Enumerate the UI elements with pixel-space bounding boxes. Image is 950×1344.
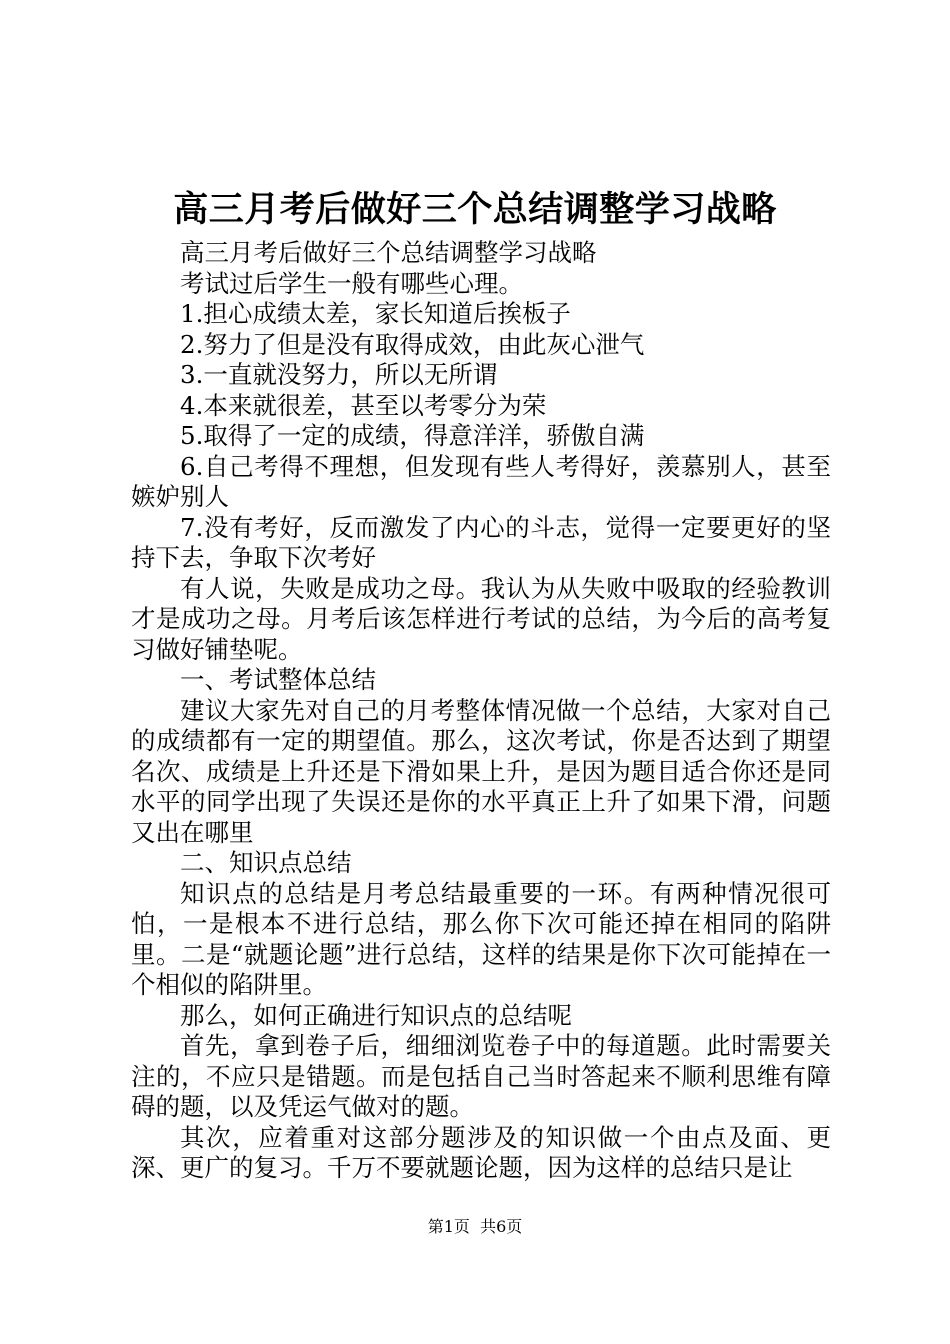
section-heading: 一、考试整体总结 — [180, 665, 376, 694]
list-item: 2.努力了但是没有取得成效，由此灰心泄气 — [180, 329, 645, 359]
list-item: 1.担心成绩太差，家长知道后挨板子 — [180, 299, 571, 328]
list-item: 3.一直就没努力，所以无所谓 — [180, 360, 498, 389]
list-item: 5.取得了一定的成绩，得意洋洋，骄傲自满 — [180, 421, 645, 450]
paragraph: 知识点的总结是月考总结最重要的一环。有两种情况很可怕，一是根本不进行总结，那么你下次可能还掉在相同的陷阱里。二是“就题论题”进行总结，这样的结果是你下次可能掉在一个相似的陷阱里。 — [131, 878, 831, 999]
paragraph: 那么，如何正确进行知识点的总结呢 — [180, 1000, 572, 1030]
paragraph: 首先，拿到卷子后，细细浏览卷子中的每道题。此时需要关注的，不应只是错题。而是包括自己当时答起来不顺利思维有障碍的题，以及凭运气做对的题。 — [131, 1031, 831, 1121]
paragraph: 其次，应着重对这部分题涉及的知识做一个由点及面、更深、更广的复习。千万不要就题论题，因为这样的总结只是让 — [131, 1122, 831, 1182]
list-item: 7.没有考好，反而激发了内心的斗志，觉得一定要更好的坚持下去，争取下次考好 — [131, 512, 831, 572]
list-item: 4.本来就很差，甚至以考零分为荣 — [180, 390, 547, 420]
document-body — [131, 238, 831, 1184]
page-footer: 第1页 共6页 — [427, 1217, 523, 1236]
list-item: 6.自己考得不理想，但发现有些人考得好，羡慕别人，甚至嫉妒别人 — [131, 451, 831, 511]
paragraph: 高三月考后做好三个总结调整学习战略 — [180, 238, 597, 267]
section-heading: 二、知识点总结 — [180, 848, 352, 877]
paragraph: 有人说，失败是成功之母。我认为从失败中吸取的经验教训才是成功之母。月考后该怎样进行考试的总结，为今后的高考复习做好铺垫呢。 — [131, 573, 831, 664]
paragraph: 建议大家先对自己的月考整体情况做一个总结，大家对自己的成绩都有一定的期望值。那么，这次考试，你是否达到了期望名次、成绩是上升还是下滑如果上升，是因为题目适合你还是同水平的同学出现了失误还是你的水平真正上升了如果下滑，问题又出在哪里 — [131, 695, 831, 847]
document-title: 高三月考后做好三个总结调整学习战略 — [173, 189, 777, 230]
paragraph: 考试过后学生一般有哪些心理。 — [180, 268, 523, 298]
